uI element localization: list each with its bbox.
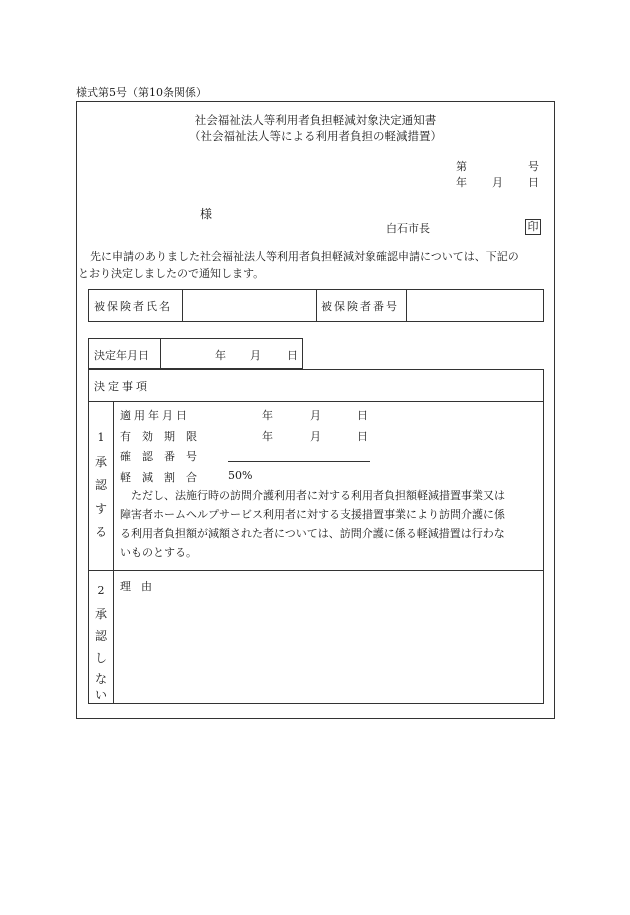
decision-items-label: 決定事項 [94, 380, 150, 393]
disapprove-vertical-2: 承 [94, 607, 107, 621]
disapprove-vertical-6: い [94, 688, 107, 702]
disapprove-vertical-3: 認 [94, 629, 107, 643]
issuer-name: 白石市長 [386, 222, 430, 235]
divider [88, 570, 544, 571]
approve-vertical-1: 1 [97, 431, 105, 444]
approve-vertical-4: す [94, 502, 107, 516]
valid-period-day: 日 [357, 430, 368, 443]
date-month: 月 [492, 176, 503, 189]
divider [113, 401, 114, 704]
disapprove-vertical-5: な [94, 672, 107, 686]
approve-note-line-2: 障害者ホームヘルプサービス利用者に対する支援措置事業により訪問介護に係 [120, 508, 505, 521]
date-year: 年 [456, 176, 467, 189]
divider [160, 338, 161, 369]
intro-line-1: 先に申請のありました社会福祉法人等利用者負担軽減対象確認申請については、下記の [90, 250, 519, 263]
approve-vertical-2: 承 [94, 455, 107, 469]
apply-date-day: 日 [357, 409, 368, 422]
divider [316, 289, 317, 322]
date-day: 日 [528, 176, 539, 189]
apply-date-year: 年 [262, 409, 273, 422]
insured-number-label: 被保険者番号 [321, 300, 399, 313]
cert-number-label: 確認番号 [120, 450, 208, 463]
decision-date-year: 年 [215, 349, 226, 362]
apply-date-month: 月 [310, 409, 321, 422]
number-prefix: 第 [456, 160, 467, 173]
insured-name-field[interactable] [183, 290, 315, 321]
reduction-rate-label: 軽減割合 [120, 471, 208, 484]
form-label: 様式第5号（第10条関係） [76, 86, 207, 99]
disapprove-vertical-1: 2 [97, 584, 105, 597]
approve-vertical-5: る [94, 525, 107, 539]
approve-vertical-3: 認 [94, 478, 107, 492]
reason-field[interactable] [115, 595, 541, 700]
cert-number-line[interactable] [228, 461, 370, 462]
approve-note-line-4: いものとする。 [120, 546, 197, 559]
valid-period-month: 月 [310, 430, 321, 443]
seal-mark: 印 [525, 219, 541, 235]
addressee-suffix: 様 [200, 207, 213, 221]
decision-date-label: 決定年月日 [94, 349, 149, 362]
disapprove-vertical-4: し [94, 651, 107, 665]
divider [88, 401, 544, 402]
decision-date-day: 日 [287, 349, 298, 362]
number-suffix: 号 [528, 160, 539, 173]
valid-period-label: 有効期限 [120, 430, 208, 443]
document-subtitle: （社会福祉法人等による利用者負担の軽減措置） [189, 129, 442, 143]
valid-period-year: 年 [262, 430, 273, 443]
reduction-rate-value: 50% [228, 469, 253, 482]
approve-note-line-3: る利用者負担額が減額された者については、訪問介護に係る軽減措置は行わな [120, 527, 505, 540]
document-title: 社会福祉法人等利用者負担軽減対象決定通知書 [194, 113, 437, 127]
decision-date-month: 月 [250, 349, 261, 362]
reason-label: 理由 [120, 580, 162, 593]
apply-date-label: 適用年月日 [120, 409, 190, 422]
approve-note-line-1: ただし、法施行時の訪問介護利用者に対する利用者負担額軽減措置事業又は [131, 489, 505, 502]
intro-line-2: とおり決定しましたので通知します。 [78, 267, 265, 280]
insured-number-field[interactable] [407, 290, 543, 321]
insured-name-label: 被保険者氏名 [94, 300, 172, 313]
